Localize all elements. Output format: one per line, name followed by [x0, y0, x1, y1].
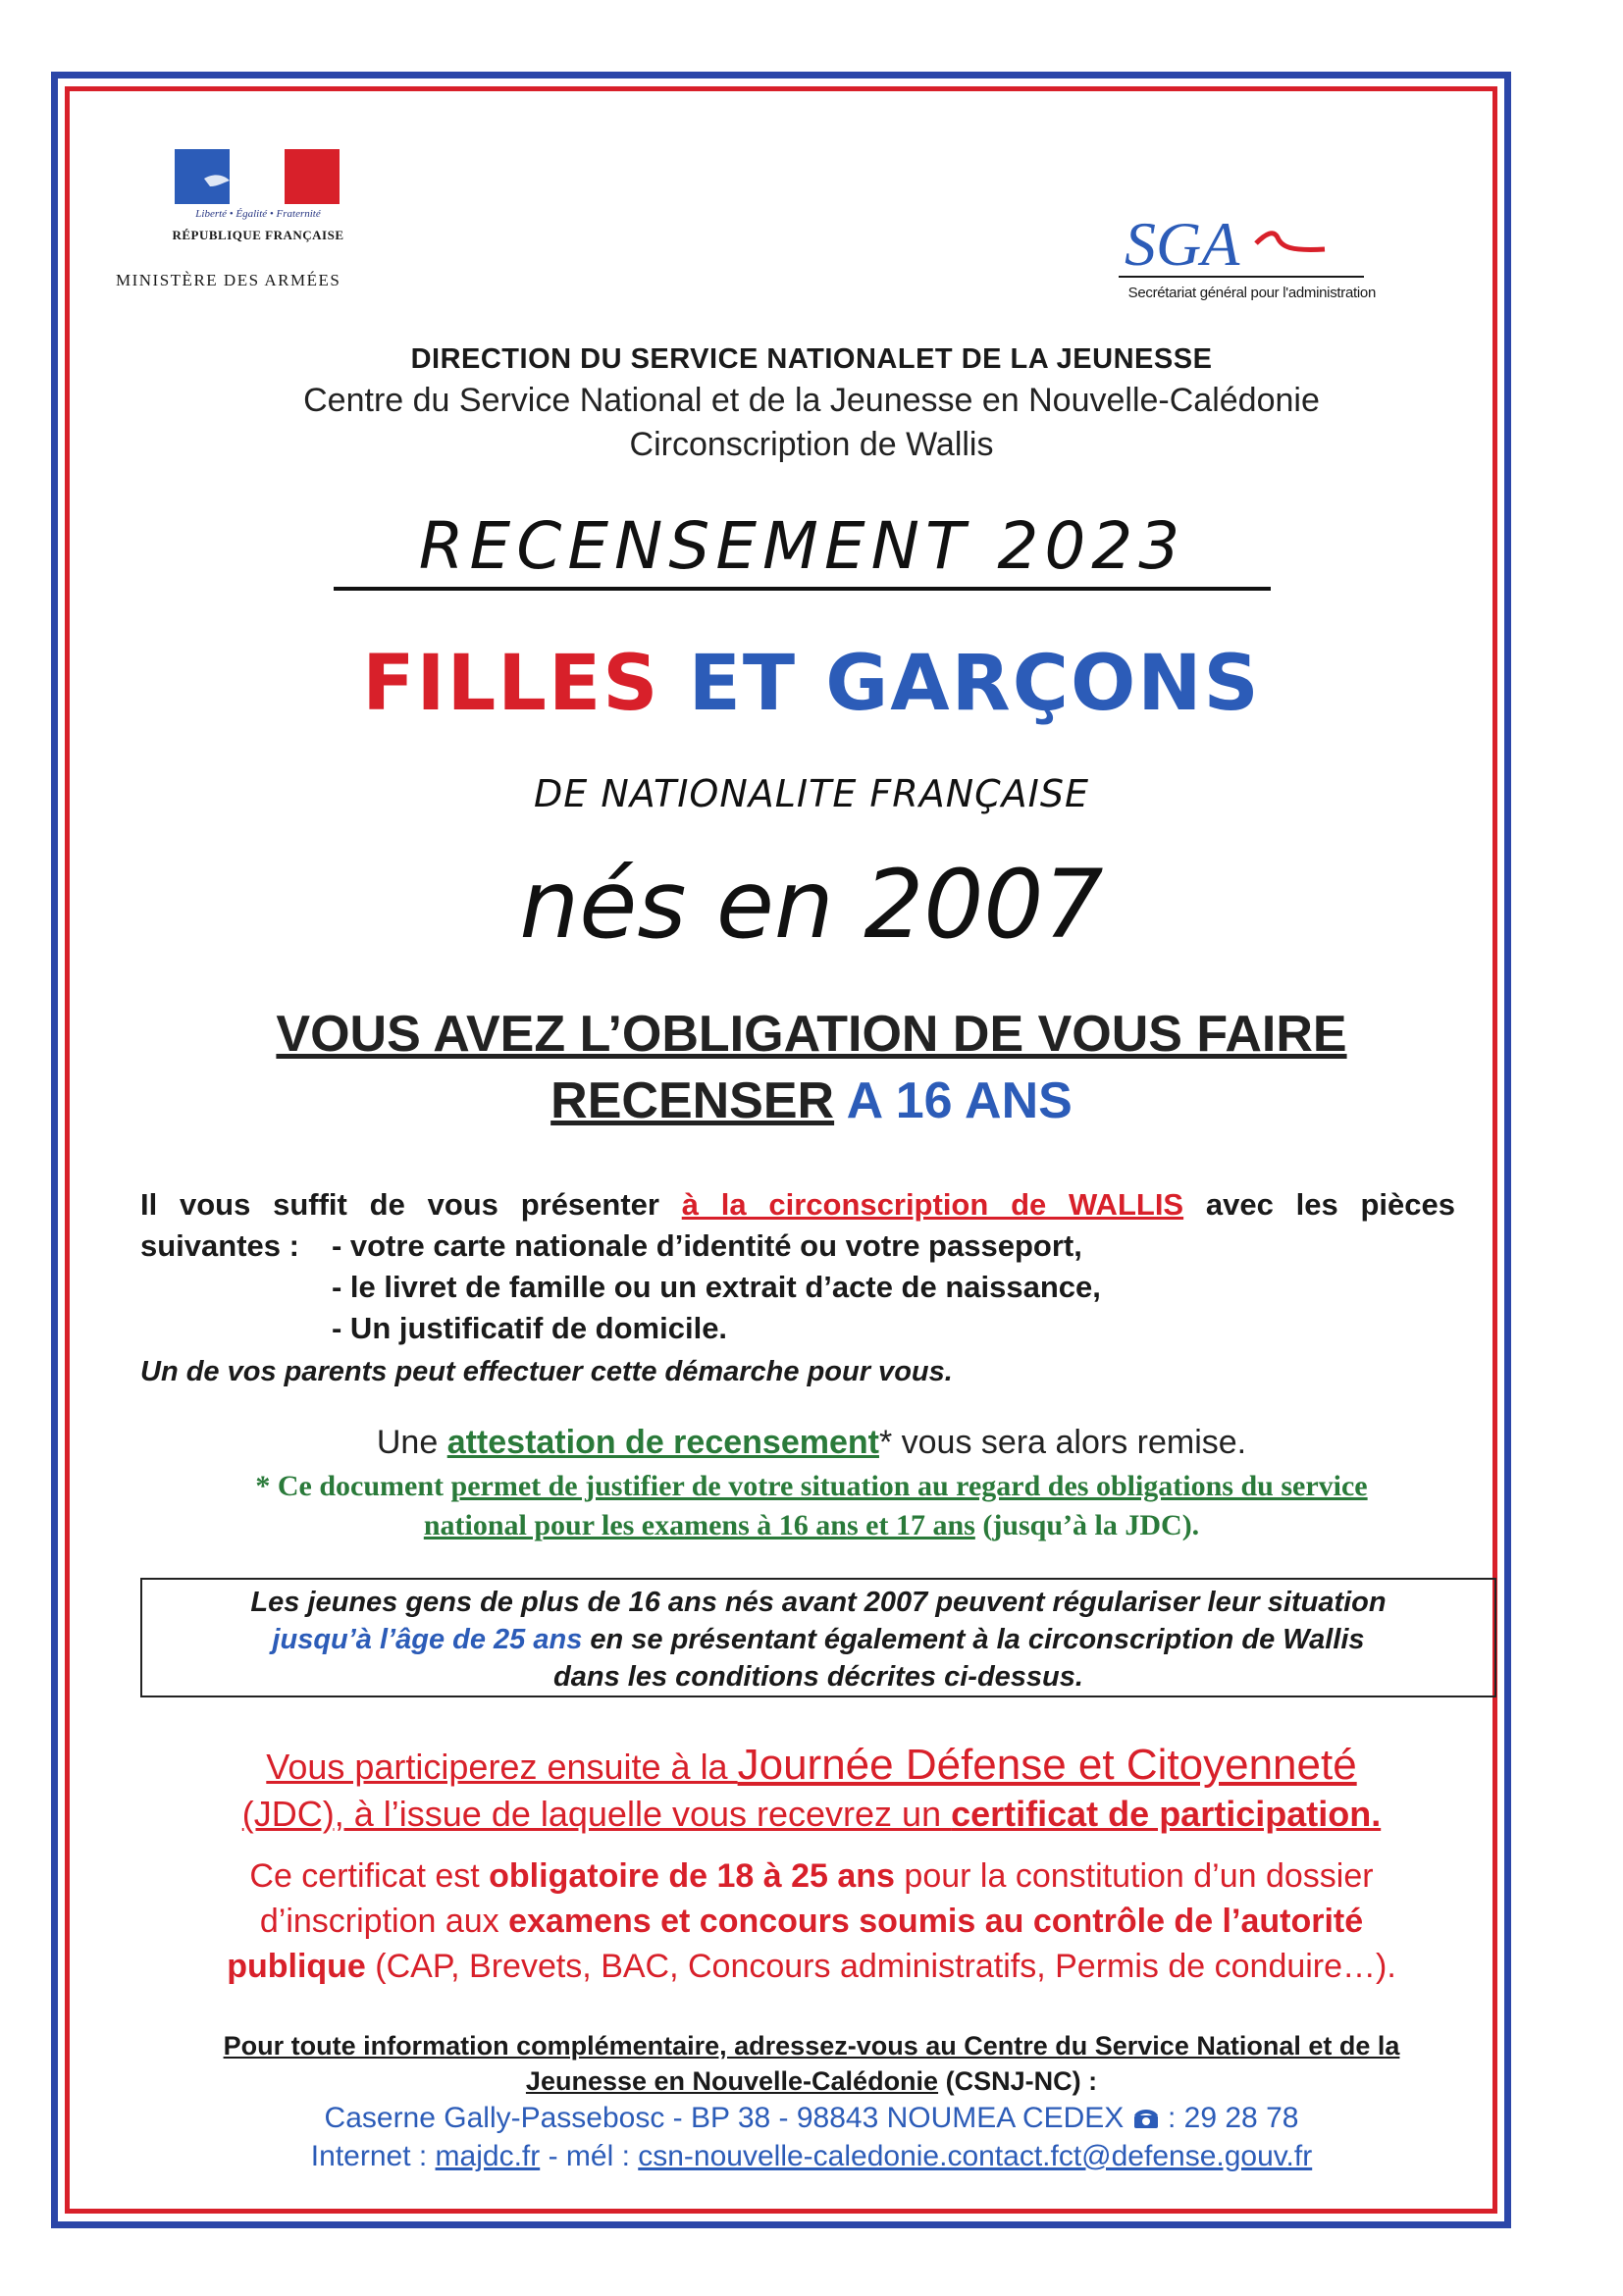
document-item: - Un justificatif de domicile.: [332, 1311, 728, 1345]
cert-l2-pre: d’inscription aux: [259, 1903, 509, 1940]
recenser-word: RECENSER: [550, 1072, 835, 1129]
note-line1-underlined: permet de justifier de votre situation au regard des obligations du service: [450, 1470, 1368, 1502]
republique-francaise-label: RÉPUBLIQUE FRANÇAISE: [172, 228, 344, 242]
instructions-intro: [140, 1187, 1455, 1223]
website-link[interactable]: majdc.fr: [435, 2140, 541, 2172]
certificat-participation: certificat de participation.: [951, 1794, 1382, 1834]
postal-address: Caserne Gally-Passebosc - BP 38 - 98843 NOUMEA CEDEX: [324, 2102, 1132, 2134]
intro-start: Il vous suffit de vous présenter: [140, 1187, 682, 1222]
document-item: - le livret de famille ou un extrait d’acte de naissance,: [332, 1270, 1101, 1304]
document-item: - votre carte nationale d’identité ou votre passeport,: [332, 1228, 1082, 1263]
note-star: * Ce document: [255, 1470, 451, 1502]
document-note-line2: [98, 1509, 1525, 1542]
contact-info-line2: [98, 2066, 1525, 2097]
certificat-line3: [98, 1948, 1525, 1986]
phone-number: : 29 28 78: [1159, 2102, 1299, 2134]
mel-label: - mél :: [540, 2140, 639, 2172]
cert-l3-post: (CAP, Brevets, BAC, Concours administratifs, Permis de conduire…).: [365, 1948, 1396, 1985]
phone-icon: [1132, 2108, 1160, 2129]
circonscription-name: Circonscription de Wallis: [629, 426, 994, 463]
certificat-line1: [98, 1857, 1525, 1896]
document-note-line1: [98, 1470, 1525, 1503]
birth-year-heading: nés en 2007: [519, 850, 1104, 960]
garcons-word: GARÇONS: [825, 640, 1261, 728]
cert-l1-post: pour la constitution d’un dossier: [894, 1857, 1374, 1895]
jdc-name: Journée Défense et Citoyenneté: [737, 1741, 1357, 1789]
marianne-logo: [175, 149, 340, 204]
box-line3: dans les conditions décrites ci-dessus.: [553, 1661, 1083, 1693]
cert-l2-bold: examens et concours soumis au contrôle de l’autorité: [508, 1903, 1364, 1940]
jdc-line1: [98, 1741, 1525, 1790]
circonscription-link: à la circonscription de WALLIS: [681, 1187, 1184, 1222]
obligation-line2: [98, 1071, 1525, 1130]
filles-garcons-heading: [98, 640, 1525, 728]
direction-title: DIRECTION DU SERVICE NATIONALET DE LA JEUNESSE: [410, 343, 1213, 375]
nationalite-subheading: DE NATIONALITE FRANÇAISE: [534, 772, 1089, 815]
box-line2: [140, 1624, 1496, 1656]
jdc-line1-pre: Vous participerez ensuite à la: [266, 1747, 738, 1787]
filles-word: FILLES: [362, 640, 660, 728]
attestation-post: * vous sera alors remise.: [878, 1424, 1247, 1461]
attestation-line: [98, 1424, 1525, 1462]
note-line2-underlined: national pour les examens à 16 ans et 17 ans: [423, 1509, 975, 1541]
ministry-name: MINISTÈRE DES ARMÉES: [116, 271, 341, 289]
suivantes-label: suivantes :: [140, 1228, 299, 1263]
csnj-name: Jeunesse en Nouvelle-Calédonie: [525, 2066, 939, 2096]
csnj-abbrev: (CSNJ-NC) :: [938, 2066, 1098, 2096]
intro-end: avec les pièces: [1183, 1187, 1455, 1222]
sga-subtitle: Secrétariat général pour l'administration: [1127, 285, 1376, 301]
sga-logo: [1109, 204, 1364, 279]
box-line2-end: en se présentant également à la circonscription de Wallis: [582, 1624, 1365, 1655]
cert-l3-bold: publique: [227, 1948, 366, 1985]
contact-web-line: [98, 2140, 1525, 2173]
box-age-limit: jusqu’à l’âge de 25 ans: [272, 1624, 583, 1655]
cert-l1-bold: obligatoire de 18 à 25 ans: [489, 1857, 895, 1895]
recensement-heading: RECENSEMENT 2023: [418, 508, 1186, 584]
internet-label: Internet :: [310, 2140, 436, 2172]
recensement-underline: [334, 587, 1271, 591]
parents-note: Un de vos parents peut effectuer cette démarche pour vous.: [140, 1356, 953, 1387]
jdc-line2: [98, 1794, 1525, 1835]
box-line1: Les jeunes gens de plus de 16 ans nés avant 2007 peuvent régulariser leur situation: [250, 1587, 1387, 1618]
certificat-line2: [98, 1903, 1525, 1941]
age-16-text: A 16 ANS: [834, 1072, 1073, 1129]
contact-info-line1: Pour toute information complémentaire, adressez-vous au Centre du Service National et de la: [223, 2031, 1400, 2061]
et-word: ET: [688, 640, 798, 728]
attestation-pre: Une: [376, 1424, 447, 1461]
jdc-line2-pre: (JDC), à l’issue de laquelle vous recevrez un: [241, 1794, 952, 1834]
sga-logo-text: SGA: [1125, 209, 1240, 279]
contact-address-line: [98, 2102, 1525, 2135]
republic-motto: Liberté • Égalité • Fraternité: [195, 208, 321, 220]
attestation-link: attestation de recensement: [446, 1424, 879, 1461]
cert-l1-pre: Ce certificat est: [249, 1857, 490, 1895]
email-link[interactable]: csn-nouvelle-caledonie.contact.fct@defense.gouv.fr: [638, 2140, 1313, 2172]
note-line2-end: (jusqu’à la JDC).: [974, 1509, 1200, 1541]
centre-name: Centre du Service National et de la Jeunesse en Nouvelle-Calédonie: [303, 382, 1320, 419]
obligation-line1: VOUS AVEZ L’OBLIGATION DE VOUS FAIRE: [276, 1006, 1347, 1063]
